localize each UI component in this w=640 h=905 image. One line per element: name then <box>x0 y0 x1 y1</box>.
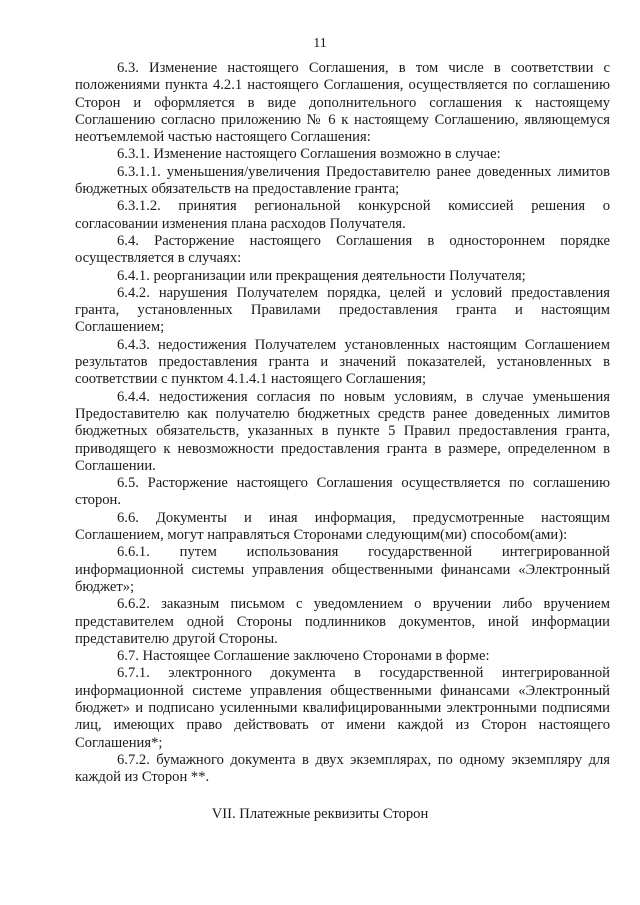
paragraph-6-6-2: 6.6.2. заказным письмом с уведомлением о вручении либо вручением представителем одной Стороны подлинников документов, иной информации представителю другой Стороны. <box>75 596 610 647</box>
document-body <box>75 60 610 786</box>
paragraph-6-4-4: 6.4.4. недостижения согласия по новым условиям, в случае уменьшения Предоставителю как получателю бюджетных средств ранее доведенных лимитов бюджетных обязательств, указанных в пункте 5 Правил предоставления гранта, приводящего к невозможности предоставления гранта в размере, определенном в Соглашении. <box>75 388 610 474</box>
paragraph-6-4-1: 6.4.1. реорганизации или прекращения деятельности Получателя; <box>117 267 526 284</box>
paragraph-6-7: 6.7. Настоящее Соглашение заключено Сторонами в форме: <box>117 648 490 665</box>
paragraph-6-4-2: 6.4.2. нарушения Получателем порядка, целей и условий предоставления гранта, установленных Правилами предоставления гранта и настоящим Соглашением; <box>75 284 610 336</box>
section-heading: VII. Платежные реквизиты Сторон <box>211 806 429 822</box>
paragraph-6-4-3: 6.4.3. недостижения Получателем установленных настоящим Соглашением результатов предоставления гранта и значений показателей, установленных в соответствии с пунктом 4.1.4.1 настоящего Соглашения; <box>75 336 610 388</box>
paragraph-6-6-1: 6.6.1. путем использования государственной интегрированной информационной системы управления общественными финансами «Электронный бюджет»; <box>75 544 610 595</box>
paragraph-6-4: 6.4. Расторжение настоящего Соглашения в одностороннем порядке осуществляется в случаях: <box>75 232 610 267</box>
paragraph-6-3-1: 6.3.1. Изменение настоящего Соглашения возможно в случае: <box>117 146 501 163</box>
paragraph-6-3-1-2: 6.3.1.2. принятия региональной конкурсной комиссией решения о согласовании изменения плана расходов Получателя. <box>75 198 610 232</box>
paragraph-6-5: 6.5. Расторжение настоящего Соглашения осуществляется по соглашению сторон. <box>75 475 610 509</box>
page-number: 11 <box>313 36 327 51</box>
paragraph-6-7-1: 6.7.1. электронного документа в государственной интегрированной информационной системе управления общественными финансами «Электронный бюджет» и подписано усиленными квалифицированными электронными подписями лиц, имеющих право действовать от имени каждой из Сторон настоящего Соглашения*; <box>75 665 610 751</box>
paragraph-6-6: 6.6. Документы и иная информация, предусмотренные настоящим Соглашением, могут направляться Сторонами следующим(ми) способом(ами): <box>75 509 610 544</box>
paragraph-6-3: 6.3. Изменение настоящего Соглашения, в том числе в соответствии с положениями пункта 4.2.1 настоящего Соглашения, осуществляется по соглашению Сторон и оформляется в виде дополнительного соглашения к настоящему Соглашению согласно приложению № 6 к настоящему Соглашению, являющемуся неотъемлемой частью настоящего Соглашения: <box>75 60 610 146</box>
paragraph-6-3-1-1: 6.3.1.1. уменьшения/увеличения Предоставителю ранее доведенных лимитов бюджетных обязательств на предоставление гранта; <box>75 163 610 198</box>
paragraph-6-7-2: 6.7.2. бумажного документа в двух экземплярах, по одному экземпляру для каждой из Сторон **. <box>75 751 610 786</box>
